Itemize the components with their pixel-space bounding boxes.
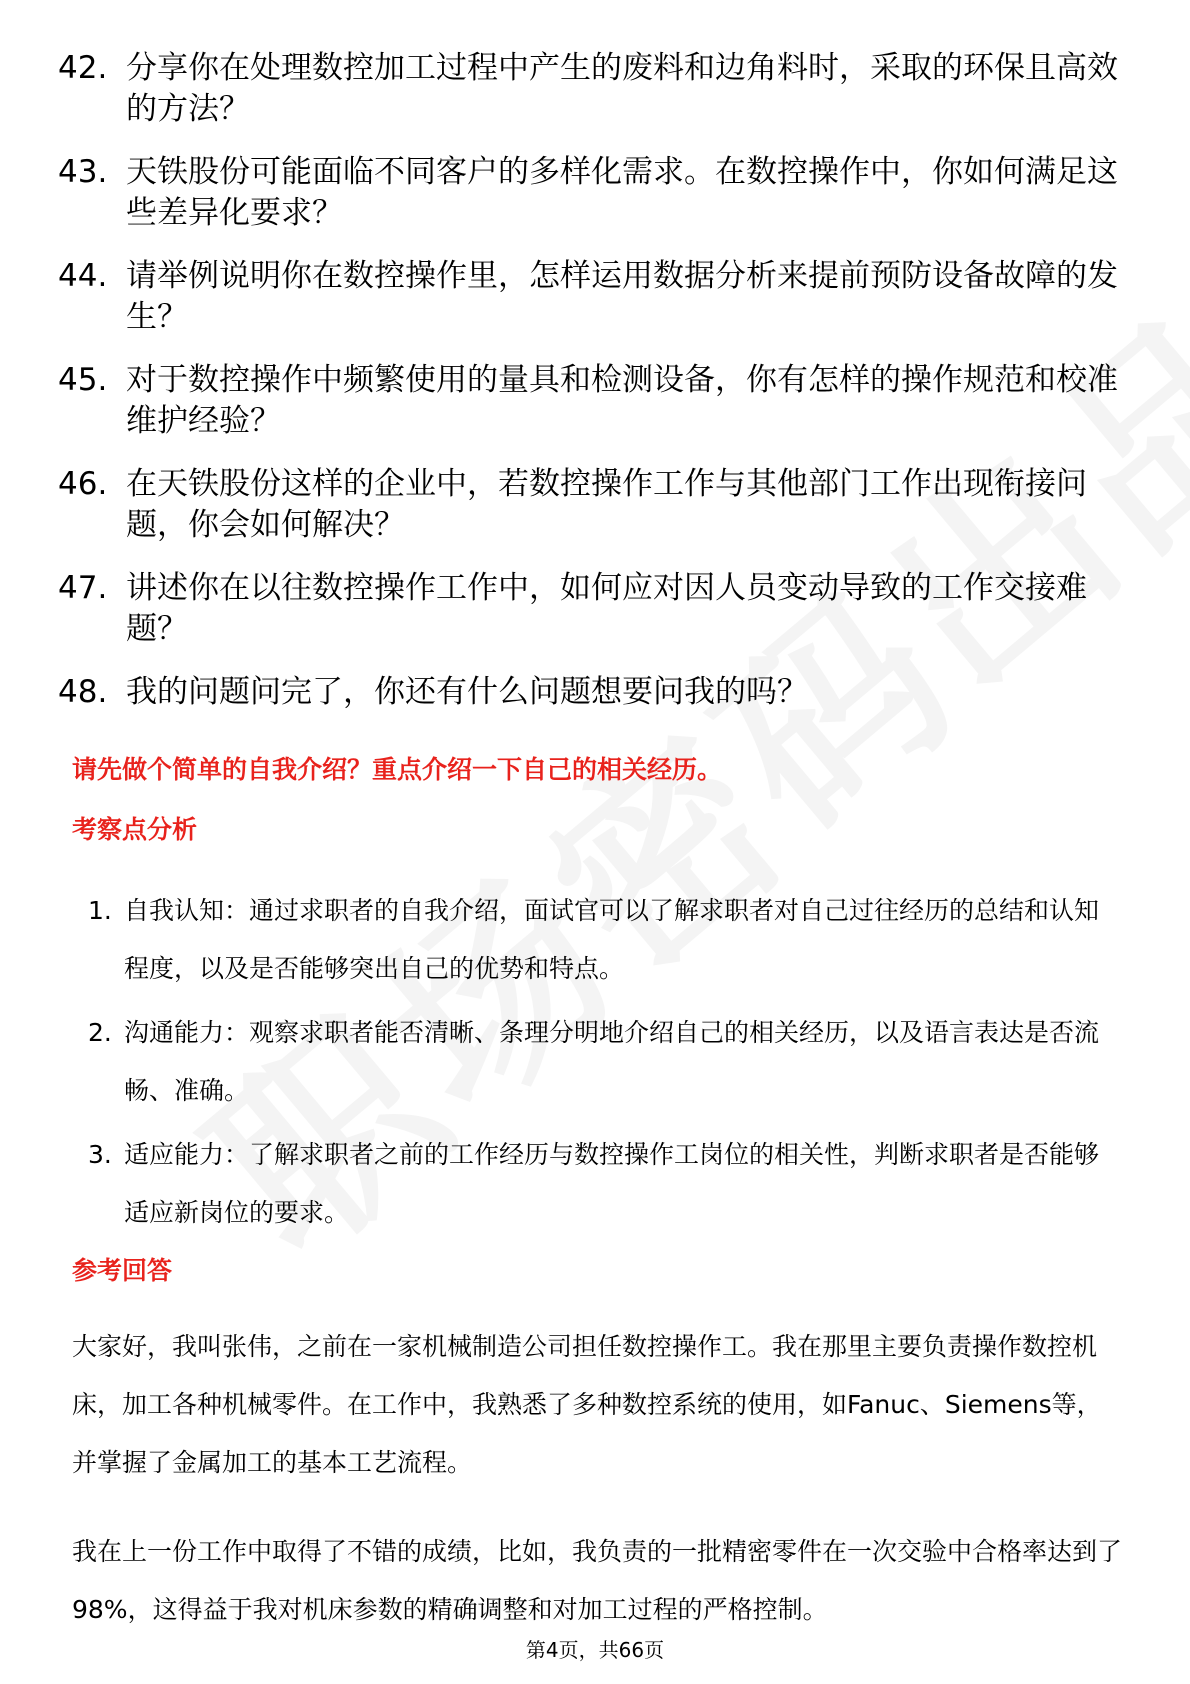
question-number: 43.: [58, 154, 108, 190]
question-number: 42.: [58, 50, 108, 86]
question-list: [58, 48, 1128, 735]
question-item: [58, 256, 1128, 338]
question-number: 46.: [58, 466, 108, 502]
question-item: [58, 360, 1128, 442]
question-number: 44.: [58, 258, 108, 294]
question-item: [58, 48, 1128, 130]
analysis-list: [72, 882, 1122, 1248]
analysis-text: 自我认知：通过求职者的自我介绍，面试官可以了解求职者对自己过往经历的总结和认知程度，以及是否能够突出自己的优势和特点。: [124, 896, 1100, 983]
analysis-point: [72, 1004, 1122, 1120]
question-item: [58, 672, 1128, 713]
question-text: 请举例说明你在数控操作里，怎样运用数据分析来提前预防设备故障的发生？: [126, 258, 1118, 335]
intro-question-heading: 请先做个简单的自我介绍？重点介绍一下自己的相关经历。: [72, 755, 723, 784]
question-item: [58, 464, 1128, 546]
analysis-heading: 考察点分析: [72, 815, 198, 844]
analysis-point: [72, 882, 1122, 998]
question-text: 分享你在处理数控加工过程中产生的废料和边角料时，采取的环保且高效的方法？: [126, 50, 1118, 127]
analysis-number: 3.: [88, 1140, 112, 1169]
analysis-text: 适应能力：了解求职者之前的工作经历与数控操作工岗位的相关性，判断求职者是否能够适应新岗位的要求。: [124, 1140, 1100, 1227]
answer-paragraph: 大家好，我叫张伟，之前在一家机械制造公司担任数控操作工。我在那里主要负责操作数控机床，加工各种机械零件。在工作中，我熟悉了多种数控系统的使用，如Fanuc、Siemens等，并掌握了金属加工的基本工艺流程。: [72, 1332, 1102, 1477]
analysis-number: 1.: [88, 896, 112, 925]
question-number: 48.: [58, 674, 108, 710]
question-text: 我的问题问完了，你还有什么问题想要问我的吗？: [126, 674, 808, 710]
analysis-text: 沟通能力：观察求职者能否清晰、条理分明地介绍自己的相关经历，以及语言表达是否流畅、准确。: [124, 1018, 1100, 1105]
page-footer: 第4页，共66页: [525, 1638, 665, 1662]
question-text: 讲述你在以往数控操作工作中，如何应对因人员变动导致的工作交接难题？: [126, 570, 1087, 647]
question-item: [58, 568, 1128, 650]
analysis-number: 2.: [88, 1018, 112, 1047]
question-number: 47.: [58, 570, 108, 606]
analysis-point: [72, 1126, 1122, 1242]
question-number: 45.: [58, 362, 108, 398]
answer-paragraph: 我在上一份工作中取得了不错的成绩，比如，我负责的一批精密零件在一次交验中合格率达到了98%，这得益于我对机床参数的精确调整和对加工过程的严格控制。: [72, 1537, 1123, 1624]
question-item: [58, 152, 1128, 234]
reference-heading: 参考回答: [72, 1256, 173, 1285]
question-text: 天铁股份可能面临不同客户的多样化需求。在数控操作中，你如何满足这些差异化要求？: [126, 154, 1118, 231]
question-text: 对于数控操作中频繁使用的量具和检测设备，你有怎样的操作规范和校准维护经验？: [126, 362, 1118, 439]
question-text: 在天铁股份这样的企业中，若数控操作工作与其他部门工作出现衔接问题，你会如何解决？: [126, 466, 1087, 543]
